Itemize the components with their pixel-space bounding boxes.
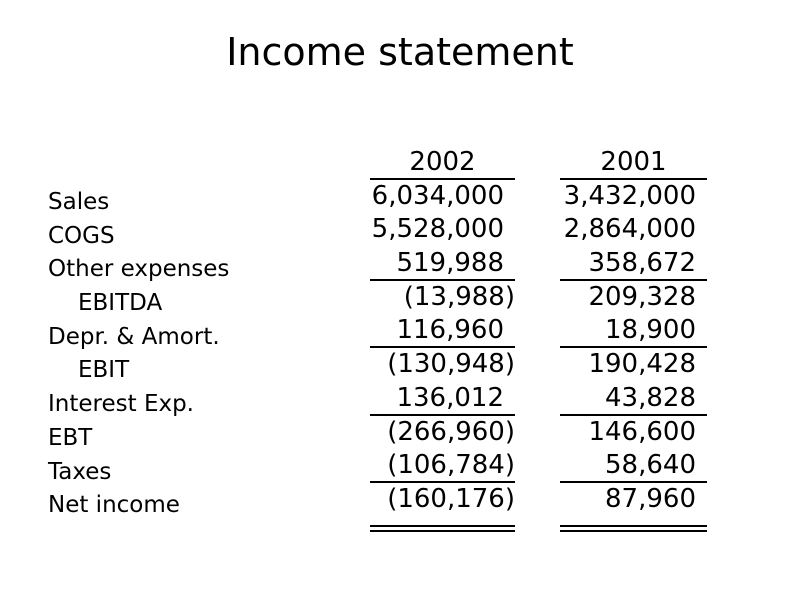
column-header-2001: 2001 [560, 146, 707, 180]
cell-2002-cogs: 5,528,000 [371, 214, 504, 245]
label-taxes: Taxes [48, 458, 112, 485]
cell-2002-ebitda: (13,988) [403, 281, 515, 312]
label-net-income: Net income [48, 492, 180, 519]
column-2001 [560, 146, 707, 532]
column-header-2002: 2002 [370, 146, 515, 180]
cell-2001-ebit: 190,428 [588, 349, 696, 380]
cell-2001-depr-amort: 18,900 [560, 314, 707, 348]
label-other-expenses: Other expenses [48, 256, 230, 283]
cell-2002-ebit: (130,948) [387, 349, 515, 380]
cell-2002-ebt: (266,960) [387, 416, 515, 447]
cell-2001-ebt: 146,600 [588, 416, 696, 447]
cell-2001-sales: 3,432,000 [563, 180, 696, 211]
double-underline-2001 [560, 525, 707, 532]
cell-2002-sales: 6,034,000 [371, 180, 504, 211]
cell-2001-interest-exp: 43,828 [560, 382, 707, 416]
cell-2002-net-income: (160,176) [387, 483, 515, 514]
column-2002 [370, 146, 515, 532]
cell-2001-taxes: 58,640 [560, 449, 707, 483]
label-depr-amort: Depr. & Amort. [48, 323, 220, 350]
label-ebt: EBT [48, 424, 93, 451]
double-underline-2002 [370, 525, 515, 532]
label-interest-exp: Interest Exp. [48, 391, 194, 418]
cell-2002-depr-amort: 116,960 [370, 314, 515, 348]
label-sales: Sales [48, 189, 110, 215]
label-ebit: EBIT [78, 357, 130, 384]
cell-2002-taxes: (106,784) [370, 449, 515, 483]
label-ebitda: EBITDA [78, 290, 163, 317]
row-labels [48, 186, 229, 523]
cell-2002-interest-exp: 136,012 [370, 382, 515, 416]
cell-2001-ebitda: 209,328 [588, 281, 696, 312]
cell-2001-other-expenses: 358,672 [560, 247, 707, 281]
cell-2002-other-expenses: 519,988 [370, 247, 515, 281]
page-title: Income statement [226, 30, 574, 74]
cell-2001-net-income: 87,960 [605, 483, 696, 514]
label-cogs: COGS [48, 222, 115, 249]
cell-2001-cogs: 2,864,000 [563, 214, 696, 245]
